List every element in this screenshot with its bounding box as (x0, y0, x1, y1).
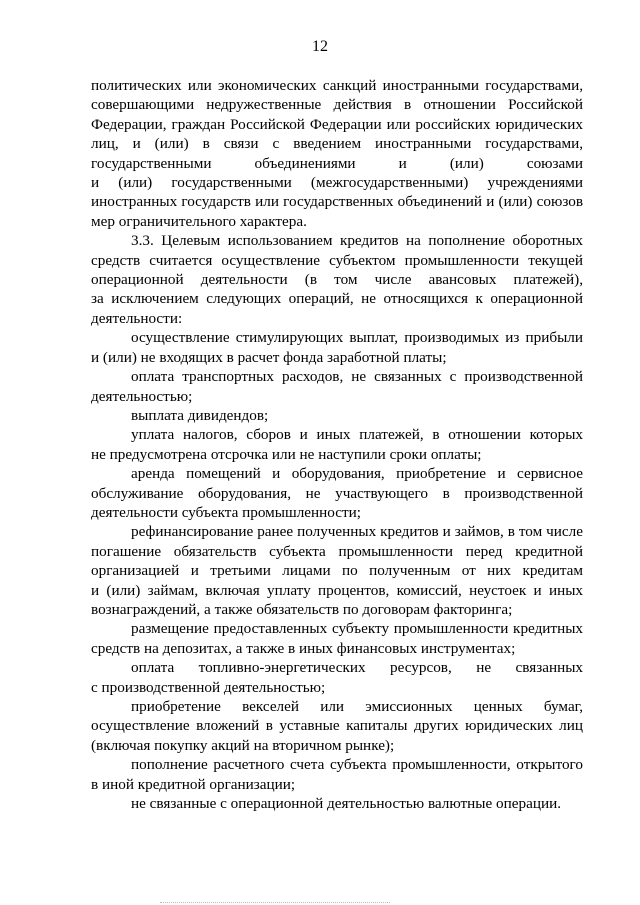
text-line: операционной деятельности (в том числе авансовых платежей), (91, 271, 583, 289)
text-line: обслуживание оборудования, не участвующего в производственной (91, 484, 583, 502)
text-line: рефинансирование ранее полученных кредитов и займов, в том числе (131, 523, 583, 541)
paragraph (91, 76, 583, 231)
text-line: осуществление вложений в уставные капиталы других юридических лиц (91, 717, 583, 735)
text-line: деятельности субъекта промышленности; (91, 503, 361, 521)
text-line: государственными объединениями и (или) союзами (91, 154, 583, 172)
text-line: пополнение расчетного счета субъекта промышленности, открытого (131, 756, 583, 774)
text-line: погашение обязательств субъекта промышленности перед кредитной (91, 542, 583, 560)
text-line: деятельностью; (91, 387, 193, 405)
text-line: (включая покупку акций на вторичном рынке); (91, 736, 395, 754)
scan-artifact-divider (160, 902, 390, 903)
paragraph (91, 464, 583, 522)
text-line: 3.3. Целевым использованием кредитов на пополнение оборотных (131, 232, 583, 250)
paragraph (91, 522, 583, 619)
paragraph (91, 425, 583, 464)
text-line: приобретение векселей или эмиссионных ценных бумаг, (131, 698, 583, 715)
text-line: в иной кредитной организации; (91, 775, 296, 793)
paragraph (91, 697, 583, 755)
text-line: мер ограничительного характера. (91, 212, 307, 230)
text-line: деятельности: (91, 309, 183, 327)
text-line: иностранных государств или государственных объединений и (или) союзов (91, 193, 583, 211)
paragraph (91, 755, 583, 794)
page-number: 12 (312, 38, 328, 55)
text-line: лиц, и (или) в связи с введением иностранными государствами, (91, 135, 583, 153)
text-line: средств на депозитах, а также в иных финансовых инструментах; (91, 639, 516, 657)
text-line: аренда помещений и оборудования, приобретение и сервисное (131, 465, 583, 483)
paragraph (91, 406, 583, 425)
text-line: вознаграждений, а также обязательств по договорам факторинга; (91, 600, 513, 618)
text-line: размещение предоставленных субъекту промышленности кредитных (131, 620, 583, 638)
text-line: средств считается осуществление субъектом промышленности текущей (91, 251, 583, 269)
paragraph (91, 619, 583, 658)
paragraph (91, 794, 583, 813)
text-line: Федерации, граждан Российской Федерации или российских юридических (91, 115, 583, 133)
text-line: и (или) не входящих в расчет фонда заработной платы; (91, 348, 447, 366)
text-line: выплата дивидендов; (131, 406, 269, 424)
paragraph (91, 367, 583, 406)
text-line: не связанные с операционной деятельностью валютные операции. (131, 795, 561, 813)
text-line: и (или) государственными (межгосударственными) учреждениями (91, 174, 583, 192)
paragraph (91, 328, 583, 367)
text-line: политических или экономических санкций иностранными государствами, (91, 77, 583, 94)
text-line: оплата топливно-энергетических ресурсов, не связанных (131, 659, 583, 677)
paragraph (91, 231, 583, 328)
document-body (91, 76, 583, 813)
text-line: организацией и третьими лицами по полученным от них кредитам (91, 562, 583, 580)
text-line: совершающими недружественные действия в отношении Российской (91, 96, 583, 114)
text-line: с производственной деятельностью; (91, 678, 326, 696)
text-line: не предусмотрена отсрочка или не наступили сроки оплаты; (91, 445, 482, 463)
paragraph (91, 658, 583, 697)
text-line: оплата транспортных расходов, не связанных с производственной (131, 368, 583, 386)
text-line: осуществление стимулирующих выплат, производимых из прибыли (131, 329, 583, 347)
text-line: за исключением следующих операций, не относящихся к операционной (91, 290, 583, 308)
text-line: уплата налогов, сборов и иных платежей, в отношении которых (131, 426, 583, 444)
text-line: и (или) займам, включая уплату процентов, комиссий, неустоек и иных (91, 581, 583, 599)
